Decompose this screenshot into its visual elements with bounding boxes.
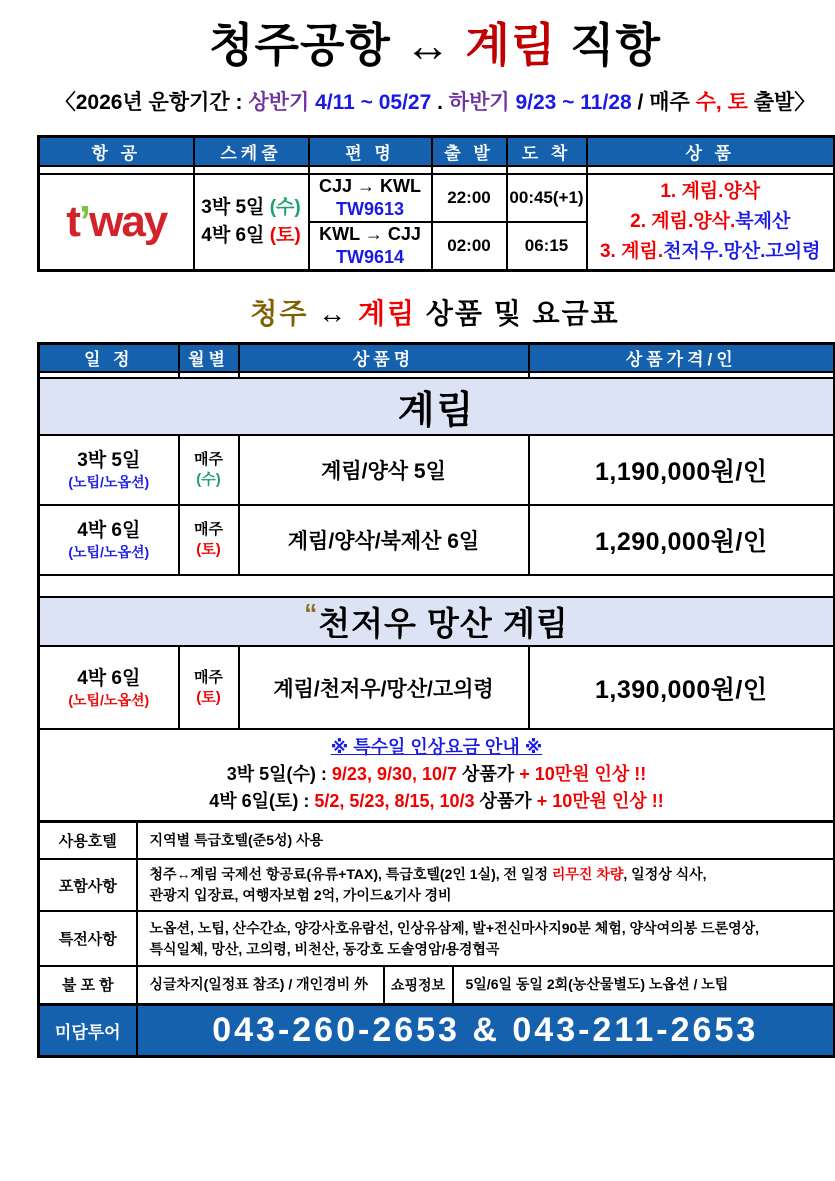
banner-chenzhou-row [39, 597, 835, 646]
price-title-suffix: 상품 및 요금표 [416, 297, 620, 329]
notice2-mid: 상품가 [474, 791, 537, 812]
schedule-cell [194, 174, 309, 271]
col-month: 월별 [179, 343, 239, 372]
row1-duration-cell [39, 435, 179, 505]
schedule-2-day: (토) [269, 224, 301, 246]
product-3-blue: 천저우.망산.고의령 [663, 240, 821, 262]
price-title-to: 계림 [357, 297, 417, 329]
shopping-label: 쇼핑정보 [384, 966, 453, 1004]
info-table [37, 820, 835, 1006]
price-title-arrow-icon: ↔ [308, 297, 358, 329]
col-flight-no: 편 명 [309, 137, 432, 166]
col-itinerary: 일 정 [39, 343, 179, 372]
excluded-label: 불 포 함 [39, 966, 137, 1004]
flight-table-gap-row [39, 166, 835, 174]
footer-row [39, 1004, 835, 1056]
price-title-from: 청주 [250, 297, 309, 329]
banner-quote-mark: “ [304, 598, 319, 628]
col-products: 상 품 [587, 137, 835, 166]
benefits-label: 특전사항 [39, 911, 137, 966]
price-row-2 [39, 505, 835, 575]
notice1-label: 3박 5일(수) : [226, 764, 332, 785]
title-suffix: 직항 [556, 19, 661, 71]
product-2-blue: 북제산 [735, 210, 791, 232]
row3-product: 계림/천저우/망산/고의령 [239, 646, 529, 729]
product-item-3 [588, 237, 834, 267]
outbound-route: CJJ → KWL [318, 175, 421, 196]
row2-duration: 4박 6일 [77, 520, 141, 541]
row2-duration-cell [39, 505, 179, 575]
schedule-2-text: 4박 6일 [201, 224, 270, 246]
shopping-value: 5일/6일 동일 2회(농산물별도) 노옵션 / 노팁 [453, 966, 835, 1004]
product-item-2 [588, 207, 834, 237]
first-half-label: 상반기 [248, 91, 310, 114]
product-3-red: 3. 계림. [599, 240, 664, 262]
col-price-per-person: 상품가격/인 [529, 343, 835, 372]
row3-month-cell [179, 646, 239, 729]
excluded-row [39, 966, 835, 1004]
second-half-dates: 9/23 ~ 11/28 [509, 91, 632, 114]
second-half-label: 하반기 [448, 91, 510, 114]
row1-freq: 매주 [194, 451, 223, 468]
banner-chenzhou-text: 천저우 망산 계림 [318, 605, 569, 642]
row1-product: 계림/양삭 5일 [239, 435, 529, 505]
included-highlight: 리무진 차량 [551, 866, 624, 882]
notice-line-1 [40, 761, 833, 788]
included-value [137, 859, 835, 911]
flight-row-outbound [39, 174, 835, 222]
row2-note: (노팁/노옵션) [68, 544, 150, 560]
schedule-1-text: 3박 5일 [201, 196, 270, 218]
col-arrival: 도 착 [507, 137, 587, 166]
notice2-rise: + 10만원 인상 !! [536, 791, 664, 812]
col-schedule: 스케줄 [194, 137, 309, 166]
product-2-red: 2. 계림.양삭. [630, 210, 736, 232]
row1-day: (수) [196, 471, 221, 488]
weekly-text: / 매주 [631, 91, 696, 114]
inbound-flight-number: TW9614 [335, 246, 405, 267]
row2-month-cell [179, 505, 239, 575]
title-origin: 청주공항 [209, 19, 405, 71]
row3-duration: 4박 6일 [77, 667, 141, 689]
phone-numbers: 043-260-2653 & 043-211-2653 [137, 1004, 835, 1056]
row3-freq: 매주 [194, 668, 223, 686]
hotel-label: 사용호텔 [39, 821, 137, 859]
arrow-icon: ↔ [404, 19, 452, 71]
row3-price: 1,390,000원/인 [529, 646, 835, 729]
company-name: 미담투어 [39, 1004, 137, 1056]
special-day-notice [39, 729, 835, 821]
schedule-line-1 [195, 194, 308, 222]
row2-product: 계림/양삭/북제산 6일 [239, 505, 529, 575]
notice1-mid: 상품가 [457, 764, 520, 785]
price-row-3 [39, 646, 835, 729]
inbound-arrival-time: 06:15 [507, 222, 587, 271]
notice1-rise: + 10만원 인상 !! [519, 764, 647, 785]
schedule-1-day: (수) [269, 196, 301, 218]
notice-row [39, 729, 835, 821]
tway-logo [39, 174, 194, 271]
row3-note: (노팁/노옵션) [68, 691, 150, 708]
row1-note: (노팁/노옵션) [68, 474, 150, 490]
included-line-1 [150, 864, 834, 885]
row2-day: (토) [196, 541, 221, 558]
col-airline: 항 공 [39, 137, 194, 166]
row3-day: (토) [196, 688, 221, 706]
hotel-value: 지역별 특급호텔(준5성) 사용 [137, 821, 835, 859]
notice2-dates: 5/2, 5/23, 8/15, 10/3 [314, 791, 475, 812]
included-seg2: , 일정상 식사, [623, 866, 707, 882]
excluded-value: 싱글차지(일정표 참조) / 개인경비 外 [137, 966, 384, 1004]
included-seg1: 청주↔계림 국제선 항공료(유류+TAX), 특급호텔(2인 1실), 전 일정 [149, 866, 552, 882]
outbound-flight-number: TW9613 [335, 198, 405, 219]
notice-line-2 [40, 788, 833, 815]
benefits-row [39, 911, 835, 966]
outbound-arrival-time: 00:45(+1) [507, 174, 587, 222]
notice-title: ※ 특수일 인상요금 안내 ※ [330, 737, 543, 758]
period-suffix: 출발〉 [747, 91, 816, 114]
included-line-2: 관광지 입장료, 여행자보험 2억, 가이드&기사 경비 [149, 887, 452, 903]
footer-bar [37, 1003, 835, 1058]
spacer-row [39, 575, 835, 597]
inbound-route: KWL → CJJ [319, 223, 421, 244]
tway-logo-t: t [66, 196, 79, 246]
product-1-red: 1. 계림.양삭 [660, 180, 761, 202]
price-table [37, 342, 835, 823]
row1-duration: 3박 5일 [77, 450, 141, 471]
row3-duration-cell [39, 646, 179, 729]
flight-table [37, 135, 835, 272]
benefits-line-2: 특식일체, 망산, 고의령, 비천산, 동강호 도솔영암/용경협곡 [149, 940, 500, 957]
operating-period [37, 88, 833, 118]
benefits-value [137, 911, 835, 966]
col-departure: 출 발 [432, 137, 507, 166]
schedule-line-2 [195, 222, 308, 250]
page-title [37, 14, 833, 76]
tway-logo-way: way [89, 196, 167, 246]
inbound-departure-time: 02:00 [432, 222, 507, 271]
hotel-row [39, 821, 835, 859]
flight-table-header [39, 137, 835, 166]
first-half-dates: 4/11 ~ 05/27 [309, 91, 438, 114]
title-destination: 계림 [451, 19, 557, 71]
notice1-dates: 9/23, 9/30, 10/7 [331, 764, 458, 785]
col-product-name: 상품명 [239, 343, 529, 372]
banner-guilin-row [39, 378, 835, 435]
benefits-line-1: 노옵션, 노팁, 산수간쇼, 양강사호유람선, 인상유삼제, 발+전신마사지90분 체험, 양삭여의봉 드론영상, [149, 919, 760, 936]
price-row-1 [39, 435, 835, 505]
row2-price: 1,290,000원/인 [529, 505, 835, 575]
departure-days: 수, 토 [695, 91, 748, 114]
banner-guilin: 계림 [39, 378, 835, 435]
row1-month-cell [179, 435, 239, 505]
included-label: 포함사항 [39, 859, 137, 911]
price-section-title [37, 292, 833, 332]
period-prefix: 〈2026년 운항기간 : [54, 91, 249, 114]
products-list [587, 174, 835, 271]
product-item-1 [588, 177, 834, 207]
outbound-flight-cell [309, 174, 432, 222]
notice2-label: 4박 6일(토) : [209, 791, 315, 812]
outbound-departure-time: 22:00 [432, 174, 507, 222]
banner-chenzhou [39, 597, 835, 646]
flyer-content [37, 14, 833, 1058]
tway-logo-apostrophe: ’ [78, 196, 90, 246]
inbound-flight-cell [309, 222, 432, 271]
period-dot: . [437, 91, 449, 114]
price-table-header [39, 343, 835, 372]
row2-freq: 매주 [194, 521, 223, 538]
included-row [39, 859, 835, 911]
row1-price: 1,190,000원/인 [529, 435, 835, 505]
